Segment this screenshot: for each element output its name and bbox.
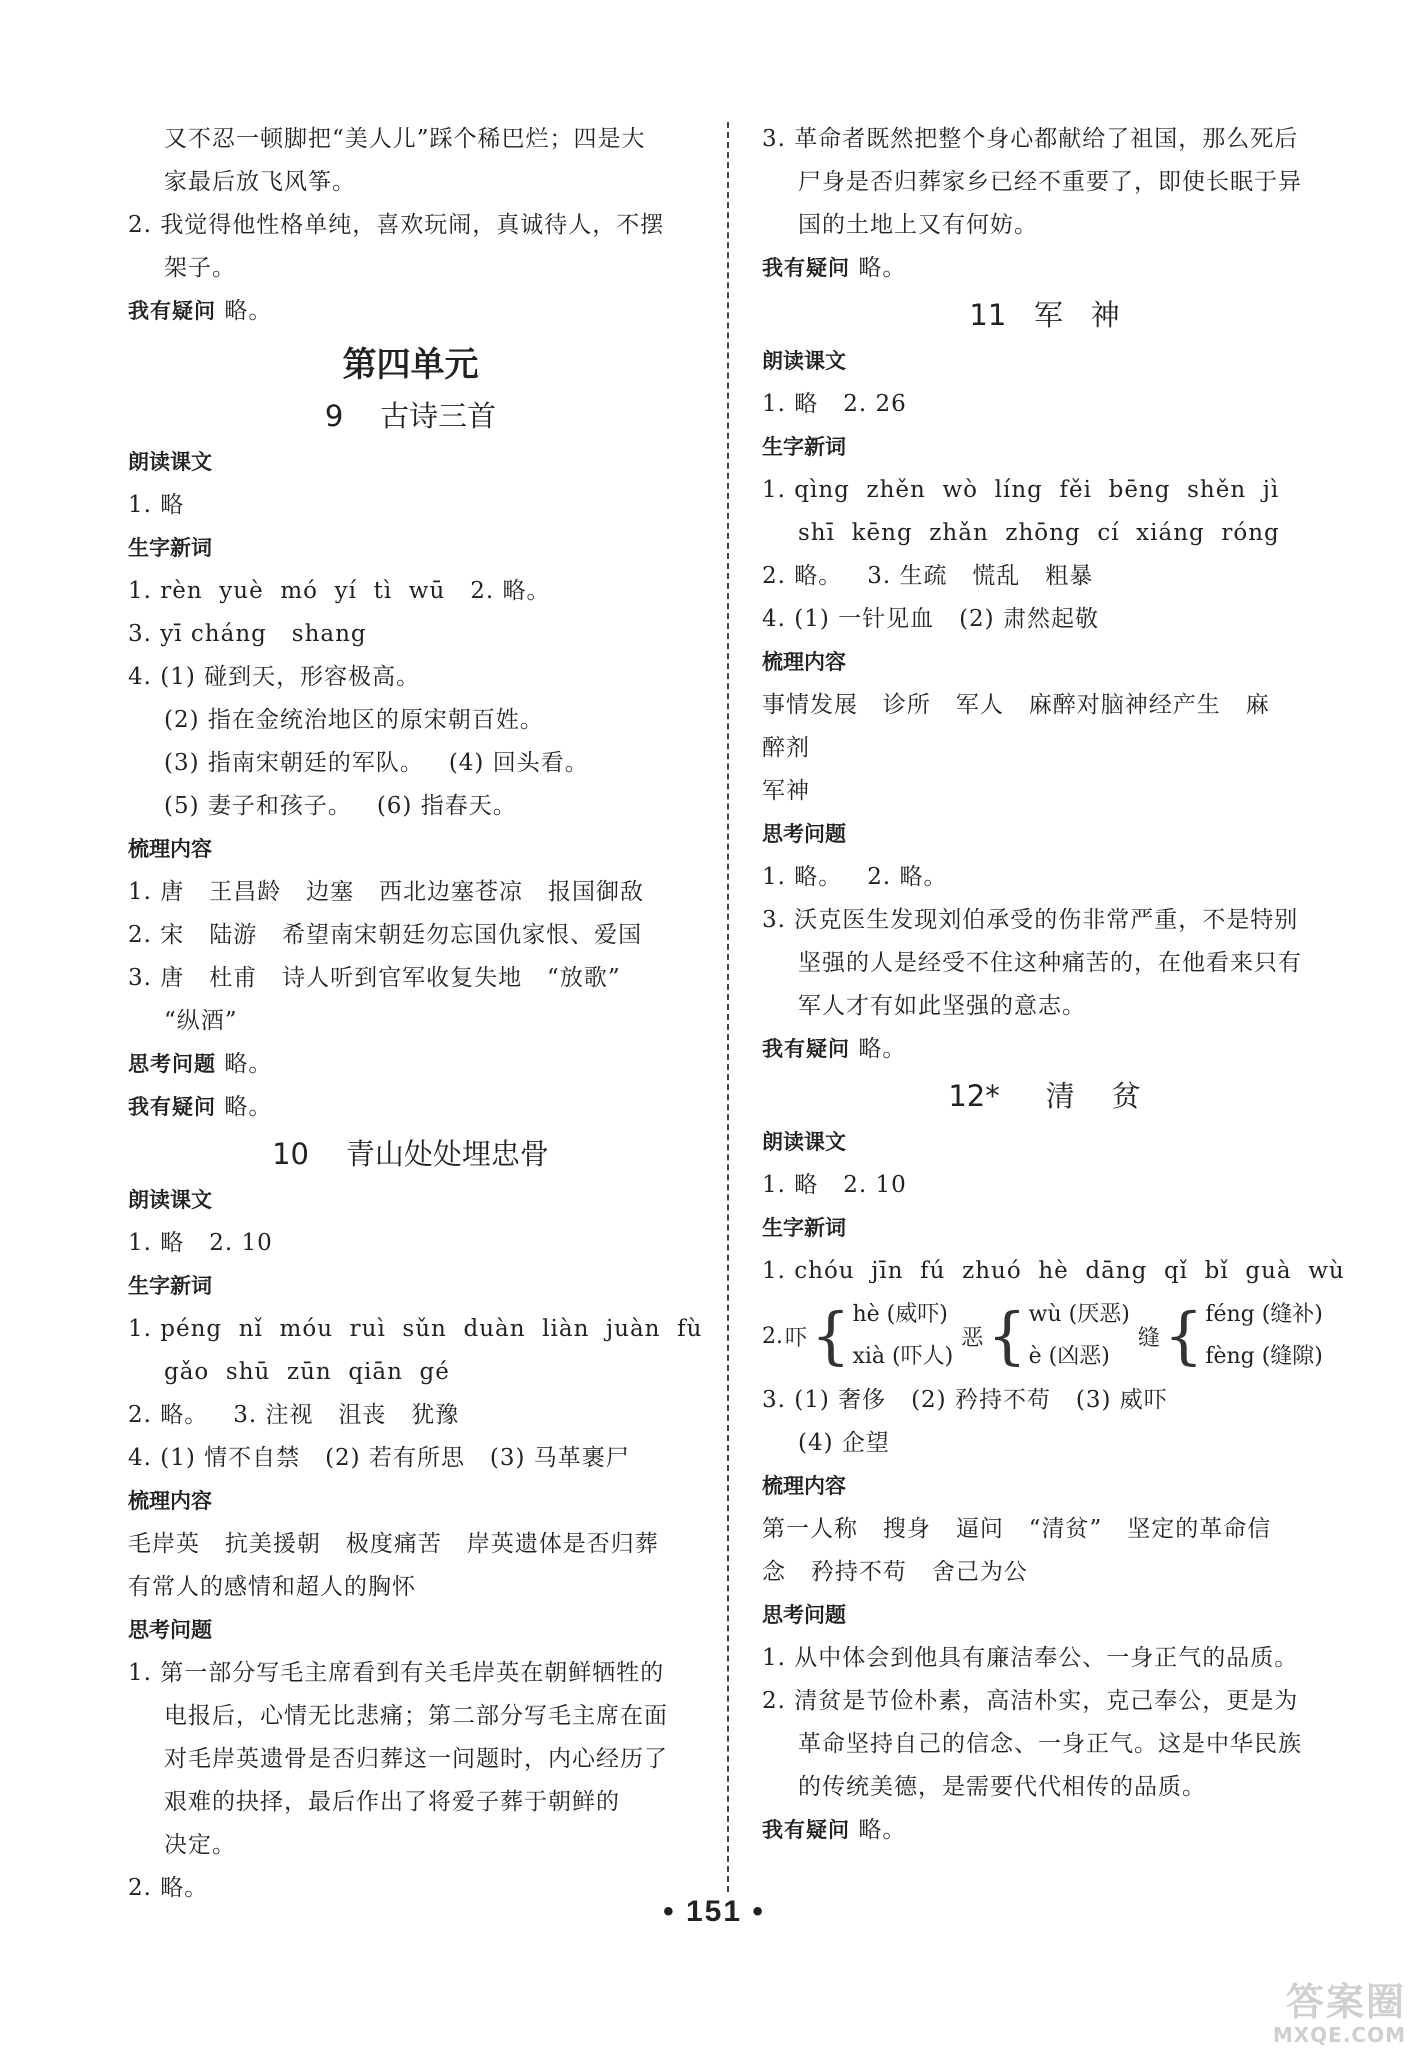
lesson-title: 9 古诗三首	[324, 399, 497, 433]
left-brace-icon: {	[811, 1299, 851, 1372]
item-number: 2.	[762, 1323, 783, 1349]
polyphone-option: xià (吓人)	[852, 1344, 954, 1369]
text-line: 4. (1) 情不自禁 (2) 若有所思 (3) 马革裹尸	[128, 1445, 630, 1471]
text-line: 醉剂	[762, 735, 810, 761]
text-line: 3. yī cháng shang	[128, 621, 367, 647]
text-line: 1. 从中体会到他具有廉洁奉公、一身正气的品质。	[762, 1645, 1299, 1671]
text-line: 1. 唐 王昌龄 边塞 西北边塞苍凉 报国御敌	[128, 879, 644, 905]
answer-text: 略。	[858, 1036, 907, 1062]
text-line: 3. 革命者既然把整个身心都献给了祖国，那么死后	[762, 126, 1299, 152]
text-line: 2. 略。 3. 生疏 慌乱 粗暴	[762, 563, 1094, 589]
text-line: 3. 沃克医生发现刘伯承受的伤非常严重，不是特别	[762, 907, 1299, 933]
text-line: shī kēng zhǎn zhōng cí xiáng róng	[798, 520, 1280, 546]
unit-title: 第四单元	[342, 345, 479, 385]
section-label: 梳理内容	[762, 1474, 846, 1498]
section-label: 我有疑问	[762, 1037, 850, 1061]
polyphone-group	[785, 1294, 953, 1378]
lesson-title: 11 军 神	[969, 298, 1120, 332]
polyphone-group	[1138, 1294, 1323, 1378]
section-label: 朗读课文	[762, 1130, 846, 1154]
section-label: 梳理内容	[762, 650, 846, 674]
answer-text: 略。	[224, 298, 273, 324]
text-line: 坚强的人是经受不住这种痛苦的，在他看来只有	[798, 950, 1302, 976]
section-label: 我有疑问	[762, 1818, 850, 1842]
text-line: “纵酒”	[164, 1008, 238, 1034]
text-line: 念 矜持不苟 舍己为公	[762, 1559, 1028, 1585]
section-label: 生字新词	[762, 435, 846, 459]
section-label: 朗读课文	[128, 1188, 212, 1212]
left-brace-icon: {	[1163, 1299, 1204, 1372]
text-line: 架子。	[164, 255, 236, 281]
polyphone-option: fèng (缝隙)	[1205, 1344, 1323, 1369]
page-number: • 151 •	[663, 1895, 765, 1928]
section-label: 梳理内容	[128, 837, 212, 861]
section-label: 思考问题	[762, 1603, 846, 1627]
watermark-url: MXQE.COM	[1272, 2023, 1406, 2047]
watermark-logo	[1196, 1981, 1406, 2051]
text-line: 有常人的感情和超人的胸怀	[128, 1574, 416, 1600]
polyphone-option: féng (缝补)	[1205, 1302, 1323, 1327]
polyphone-brace-row	[762, 1293, 1327, 1379]
text-line: 第一人称 搜身 逼问 “清贫” 坚定的革命信	[762, 1516, 1272, 1542]
polyphone-options	[1205, 1294, 1323, 1378]
text-line: 艰难的抉择，最后作出了将爱子葬于朝鲜的	[164, 1789, 620, 1815]
text-line: 2. 略。	[128, 1875, 209, 1901]
polyphone-option: wù (厌恶)	[1028, 1302, 1130, 1327]
section-label: 梳理内容	[128, 1489, 212, 1513]
lesson-title: 10 青山处处埋忠骨	[272, 1137, 549, 1171]
section-label: 我有疑问	[128, 1095, 216, 1119]
text-line: 2. 略。 3. 注视 沮丧 犹豫	[128, 1402, 460, 1428]
think-row	[128, 1043, 693, 1086]
section-label: 思考问题	[762, 822, 846, 846]
section-label: 生字新词	[128, 1274, 212, 1298]
text-line: 1. 略 2. 26	[762, 391, 907, 417]
question-row	[128, 1086, 693, 1129]
polyphone-options	[852, 1294, 953, 1378]
section-label: 生字新词	[762, 1216, 846, 1240]
text-line: 事情发展 诊所 军人 麻醉对脑神经产生 麻	[762, 692, 1270, 718]
text-line: 电报后，心情无比悲痛；第二部分写毛主席在面	[164, 1703, 668, 1729]
question-row	[128, 290, 693, 333]
polyphone-char: 缝	[1137, 1325, 1160, 1351]
text-line: 1. 第一部分写毛主席看到有关毛岸英在朝鲜牺牲的	[128, 1660, 665, 1686]
polyphone-group	[961, 1294, 1130, 1378]
text-line: (4) 企望	[798, 1430, 890, 1456]
text-line: 4. (1) 一针见血 (2) 肃然起敬	[762, 606, 1099, 632]
lesson-title: 12* 清 贫	[948, 1079, 1141, 1113]
text-line: 决定。	[164, 1832, 236, 1858]
text-line: 革命坚持自己的信念、一身正气。这是中华民族	[798, 1731, 1302, 1757]
text-line: 3. (1) 奢侈 (2) 矜持不苟 (3) 威吓	[762, 1387, 1168, 1413]
text-line: 2. 我觉得他性格单纯，喜欢玩闹，真诚待人，不摆	[128, 212, 665, 238]
section-label: 我有疑问	[762, 256, 850, 280]
polyphone-option: hè (威吓)	[852, 1302, 948, 1327]
text-line: 尸身是否归葬家乡已经不重要了，即使长眠于异	[798, 169, 1302, 195]
text-line: 4. (1) 碰到天，形容极高。	[128, 664, 421, 690]
polyphone-options	[1029, 1294, 1130, 1378]
left-brace-icon: {	[987, 1299, 1027, 1372]
right-column	[762, 118, 1345, 1852]
text-line: 1. 略。 2. 略。	[762, 864, 948, 890]
text-line: 军人才有如此坚强的意志。	[798, 993, 1086, 1019]
text-line: 毛岸英 抗美援朝 极度痛苦 岸英遗体是否归葬	[128, 1531, 659, 1557]
text-line: 1. 略	[128, 492, 185, 518]
left-column	[128, 118, 703, 1910]
section-label: 我有疑问	[128, 299, 216, 323]
watermark-text: 答案圈	[1285, 1980, 1406, 2024]
text-line: 又不忍一顿脚把“美人儿”踩个稀巴烂；四是大	[164, 126, 646, 152]
polyphone-char: 恶	[961, 1325, 984, 1351]
question-row	[762, 1028, 1327, 1071]
text-line: (3) 指南宋朝廷的军队。 (4) 回头看。	[164, 750, 589, 776]
answer-text: 略。	[858, 255, 907, 281]
text-line: 2. 清贫是节俭朴素，高洁朴实，克己奉公，更是为	[762, 1688, 1299, 1714]
question-row	[762, 1809, 1327, 1852]
answer-text: 略。	[224, 1051, 273, 1077]
text-line: 1. qìng zhěn wò líng fěi bēng shěn jì	[762, 477, 1280, 503]
text-line: (5) 妻子和孩子。 (6) 指春天。	[164, 793, 517, 819]
question-row	[762, 247, 1327, 290]
text-line: 1. chóu jīn fú zhuó hè dāng qǐ bǐ guà wù	[762, 1258, 1345, 1284]
section-label: 思考问题	[128, 1052, 216, 1076]
polyphone-char: 吓	[785, 1325, 808, 1351]
section-label: 朗读课文	[128, 450, 212, 474]
column-divider	[727, 122, 729, 1892]
text-line: 1. 略 2. 10	[128, 1230, 273, 1256]
text-line: 1. 略 2. 10	[762, 1172, 907, 1198]
text-line: 国的土地上又有何妨。	[798, 212, 1038, 238]
polyphone-option: è (凶恶)	[1028, 1344, 1110, 1369]
text-line: 对毛岸英遗骨是否归葬这一问题时，内心经历了	[164, 1746, 668, 1772]
text-line: 的传统美德，是需要代代相传的品质。	[798, 1774, 1206, 1800]
section-label: 朗读课文	[762, 349, 846, 373]
text-line: 1. rèn yuè mó yí tì wū 2. 略。	[128, 578, 551, 604]
text-line: 3. 唐 杜甫 诗人听到官军收复失地 “放歌”	[128, 965, 621, 991]
answer-text: 略。	[224, 1094, 273, 1120]
text-line: 军神	[762, 778, 810, 804]
text-line: 2. 宋 陆游 希望南宋朝廷勿忘国仇家恨、爱国	[128, 922, 643, 948]
text-line: (2) 指在金统治地区的原宋朝百姓。	[164, 707, 544, 733]
text-line: 1. péng nǐ móu ruì sǔn duàn liàn juàn fù	[128, 1316, 703, 1342]
text-line: gǎo shū zūn qiān gé	[164, 1359, 450, 1385]
text-line: 家最后放飞风筝。	[164, 169, 356, 195]
section-label: 生字新词	[128, 536, 212, 560]
answer-text: 略。	[858, 1817, 907, 1843]
section-label: 思考问题	[128, 1618, 212, 1642]
